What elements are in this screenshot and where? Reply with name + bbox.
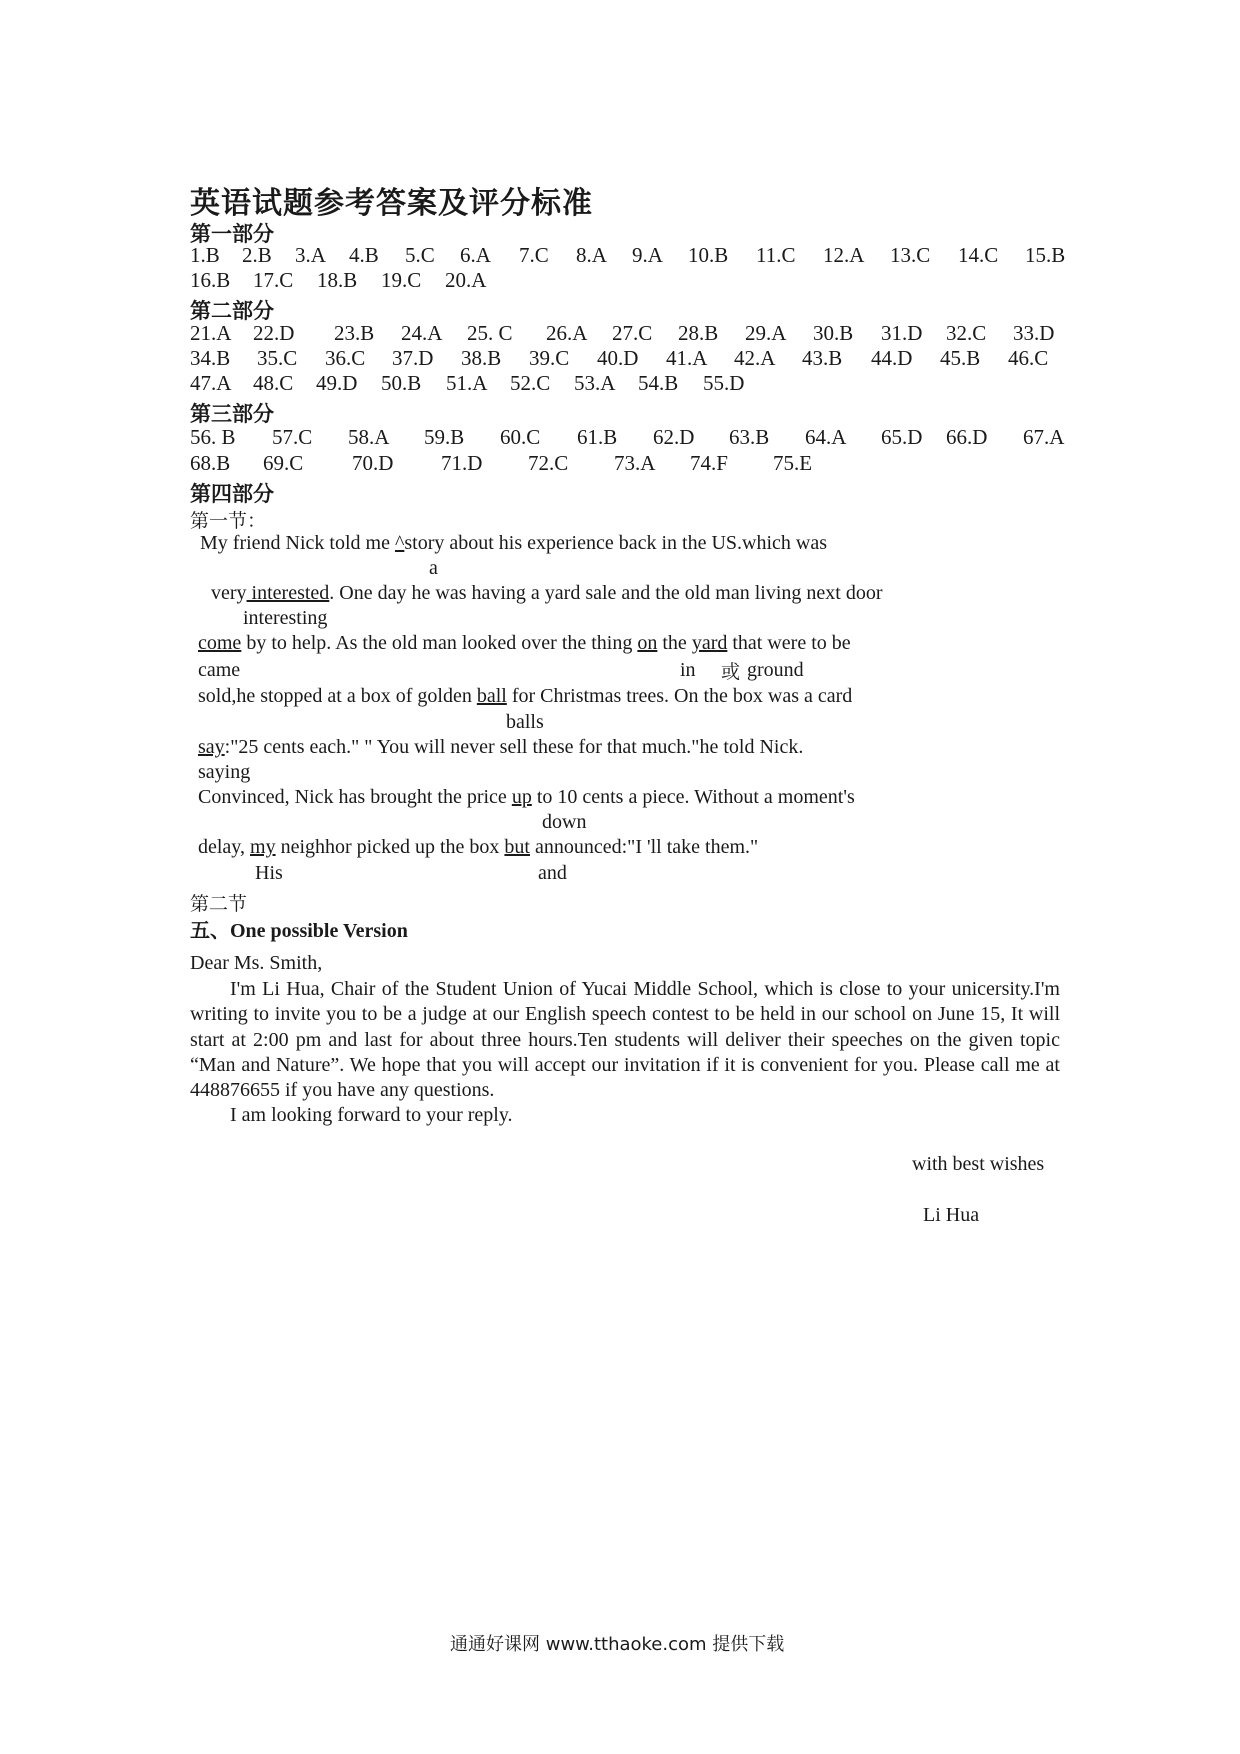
- correction-line-5: say:"25 cents each." " You will never sell these for that much."he told Nick.: [198, 736, 804, 758]
- answer-item: 48.C: [253, 371, 294, 395]
- correction-word: in: [680, 659, 696, 681]
- answer-item: 57.C: [272, 425, 313, 449]
- answer-item: 68.B: [190, 451, 231, 475]
- part1-heading: 第一部分: [190, 222, 274, 246]
- answer-item: 22.D: [253, 321, 295, 345]
- letter-paragraph: I'm Li Hua, Chair of the Student Union of Yucai Middle School, which is close to your unicersity.I'm writing to invite you to be a judge at our English speech contest to be held in our school on June 15, It will start at 2:00 pm and last for about three hours.Ten students will deliver their speeches on the given topic “Man and Nature”. We hope that you will accept our invitation if it is convenient for you. Please call me at 448876655 if you have any questions.: [190, 978, 1060, 1102]
- answer-item: 50.B: [381, 371, 422, 395]
- answer-item: 73.A: [614, 451, 656, 475]
- answer-item: 71.D: [441, 451, 483, 475]
- correction-line-7: delay, my neighhor picked up the box but announced:"I 'll take them.": [198, 836, 759, 858]
- answer-item: 34.B: [190, 346, 231, 370]
- page-title: 英语试题参考答案及评分标准: [190, 187, 593, 220]
- answer-item: 41.A: [666, 346, 708, 370]
- letter-signature: Li Hua: [923, 1204, 980, 1226]
- answer-item: 60.C: [500, 425, 541, 449]
- answer-item: 42.A: [734, 346, 776, 370]
- answer-item: 37.D: [392, 346, 434, 370]
- answer-item: 5.C: [405, 243, 435, 267]
- answer-item: 45.B: [940, 346, 981, 370]
- answer-item: 64.A: [805, 425, 847, 449]
- answer-item: 31.D: [881, 321, 923, 345]
- error-word: my: [250, 836, 276, 858]
- answer-item: 21.A: [190, 321, 232, 345]
- correction-word: ground: [747, 659, 804, 681]
- answer-item: 43.B: [802, 346, 843, 370]
- answer-item: 38.B: [461, 346, 502, 370]
- error-word: on: [637, 632, 658, 654]
- answer-item: 3.A: [295, 243, 326, 267]
- answer-item: 35.C: [257, 346, 298, 370]
- correction-word: His: [255, 862, 283, 884]
- correction-word: down: [542, 811, 587, 833]
- answer-item: 4.B: [349, 243, 379, 267]
- answer-item: 1.B: [190, 243, 220, 267]
- answer-item: 18.B: [317, 268, 358, 292]
- answer-item: 30.B: [813, 321, 854, 345]
- error-word: come: [198, 632, 242, 654]
- error-word: ball: [476, 685, 507, 707]
- answer-item: 46.C: [1008, 346, 1049, 370]
- answer-item: 59.B: [424, 425, 465, 449]
- answer-item: 47.A: [190, 371, 232, 395]
- answer-item: 28.B: [678, 321, 719, 345]
- answer-item: 17.C: [253, 268, 294, 292]
- answer-item: 29.A: [745, 321, 787, 345]
- answer-item: 72.C: [528, 451, 569, 475]
- answer-item: 20.A: [445, 268, 487, 292]
- correction-or: 或: [721, 661, 741, 683]
- answer-item: 70.D: [352, 451, 394, 475]
- correction-line-3: come by to help. As the old man looked over the thing on the yard that were to be: [198, 632, 851, 654]
- correction-word: came: [198, 659, 241, 681]
- answer-item: 15.B: [1025, 243, 1066, 267]
- section1-heading: 第一节：: [190, 511, 267, 532]
- answer-item: 66.D: [946, 425, 988, 449]
- insertion-mark: ^: [394, 532, 405, 554]
- correction-line-4: sold,he stopped at a box of golden ball for Christmas trees. On the box was a card: [198, 685, 853, 707]
- answer-item: 55.D: [703, 371, 745, 395]
- error-word: say: [198, 736, 225, 758]
- answer-item: 67.A: [1023, 425, 1065, 449]
- letter-closing: with best wishes: [912, 1153, 1045, 1175]
- answer-item: 62.D: [653, 425, 695, 449]
- letter-salutation: Dear Ms. Smith,: [190, 952, 323, 974]
- answer-item: 16.B: [190, 268, 231, 292]
- answer-item: 27.C: [612, 321, 653, 345]
- footer-text: 通通好课网 www.tthaoke.com 提供下载: [450, 1634, 785, 1655]
- part4-heading: 第四部分: [190, 482, 274, 506]
- error-word: interested: [246, 582, 330, 604]
- correction-line-2: very interested. One day he was having a yard sale and the old man living next door: [211, 582, 883, 604]
- answer-item: 51.A: [446, 371, 488, 395]
- correction-line-6: Convinced, Nick has brought the price up to 10 cents a piece. Without a moment's: [198, 786, 855, 808]
- answer-item: 9.A: [632, 243, 663, 267]
- answer-item: 56. B: [190, 425, 236, 449]
- correction-line-1: My friend Nick told me ^story about his experience back in the US.which was: [200, 532, 828, 554]
- answer-item: 11.C: [756, 243, 796, 267]
- answer-item: 32.C: [946, 321, 987, 345]
- part3-heading: 第三部分: [190, 402, 274, 426]
- answer-item: 49.D: [316, 371, 358, 395]
- answer-item: 36.C: [325, 346, 366, 370]
- correction-word: interesting: [243, 607, 328, 629]
- part2-heading: 第二部分: [190, 299, 274, 323]
- section2-heading: 第二节: [190, 894, 248, 915]
- answer-item: 74.F: [690, 451, 728, 475]
- answer-item: 19.C: [381, 268, 422, 292]
- answer-item: 53.A: [574, 371, 616, 395]
- correction-word: a: [429, 557, 438, 579]
- answer-item: 25. C: [467, 321, 513, 345]
- answer-item: 54.B: [638, 371, 679, 395]
- part5-heading: 五、One possible Version: [190, 920, 408, 942]
- answer-item: 75.E: [773, 451, 813, 475]
- error-word: yard: [691, 632, 728, 654]
- answer-item: 58.A: [348, 425, 390, 449]
- answer-item: 40.D: [597, 346, 639, 370]
- answer-item: 24.A: [401, 321, 443, 345]
- answer-item: 14.C: [958, 243, 999, 267]
- answer-item: 33.D: [1013, 321, 1055, 345]
- letter-paragraph: I am looking forward to your reply.: [230, 1104, 513, 1127]
- answer-item: 39.C: [529, 346, 570, 370]
- letter-body: [190, 977, 1060, 1129]
- answer-item: 12.A: [823, 243, 865, 267]
- error-word: but: [504, 836, 530, 858]
- correction-word: saying: [198, 761, 251, 783]
- answer-item: 8.A: [576, 243, 607, 267]
- answer-item: 52.C: [510, 371, 551, 395]
- answer-item: 2.B: [242, 243, 272, 267]
- answer-item: 13.C: [890, 243, 931, 267]
- correction-word: balls: [506, 711, 544, 733]
- answer-item: 61.B: [577, 425, 618, 449]
- answer-item: 6.A: [460, 243, 491, 267]
- answer-item: 23.B: [334, 321, 375, 345]
- error-word: up: [511, 786, 532, 808]
- answer-item: 10.B: [688, 243, 729, 267]
- answer-item: 26.A: [546, 321, 588, 345]
- correction-word: and: [538, 862, 567, 884]
- answer-item: 7.C: [519, 243, 549, 267]
- answer-item: 44.D: [871, 346, 913, 370]
- answer-item: 65.D: [881, 425, 923, 449]
- answer-item: 69.C: [263, 451, 304, 475]
- answer-item: 63.B: [729, 425, 770, 449]
